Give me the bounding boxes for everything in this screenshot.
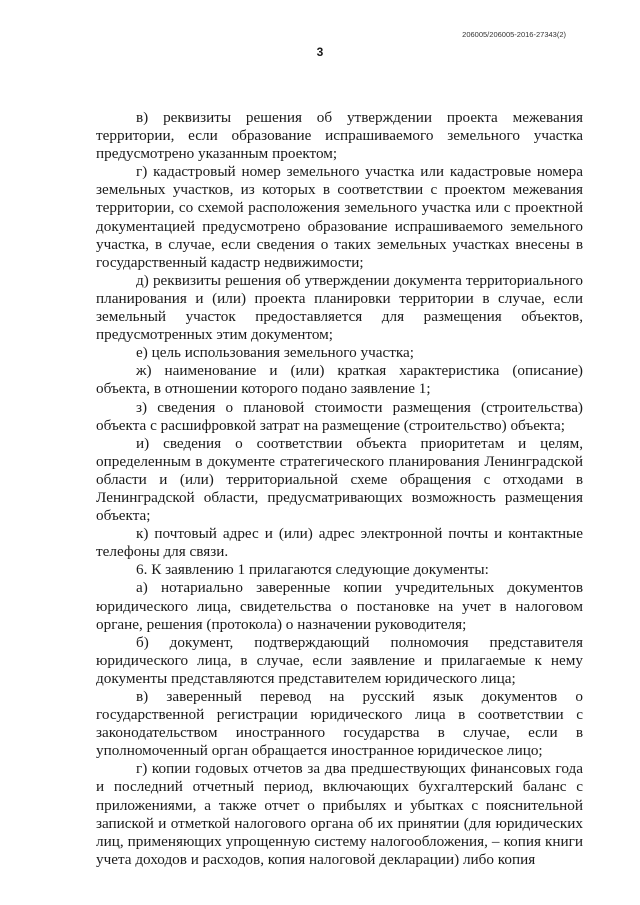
section-6-heading: 6. К заявлению 1 прилагаются следующие документы:	[136, 561, 489, 579]
attachment-item-a: а) нотариально заверенные копии учредительных документов юридического лица, свидетельства о постановке на учет в налоговом органе, решения (протокола) о назначении руководителя;	[96, 579, 583, 633]
attachment-item-b: б) документ, подтверждающий полномочия представителя юридического лица, в случае, если заявление и прилагаемые к нему документы представляются представителем юридического лица;	[96, 633, 583, 687]
attachment-item-g: г) копии годовых отчетов за два предшествующих финансовых года и последний отчетный период, включающих бухгалтерский баланс с приложениями, а также отчет о прибылях и убытках с пояснительной запиской и отметкой налогового органа об их принятии (для юридических лиц, применяющих упрощенную систему налогообложения, – копия книги учета доходов и расходов, копия налоговой декларации) либо копия	[96, 760, 583, 868]
document-id: 206005/206005-2016-27343(2)	[462, 30, 566, 39]
paragraph-item-zh: ж) наименование и (или) краткая характеристика (описание) объекта, в отношении которого подано заявление 1;	[96, 362, 583, 398]
document-body	[96, 109, 583, 869]
paragraph-item-e: е) цель использования земельного участка;	[136, 344, 414, 362]
paragraph-item-k: к) почтовый адрес и (или) адрес электронной почты и контактные телефоны для связи.	[96, 525, 583, 561]
paragraph-item-v: в) реквизиты решения об утверждении проекта межевания территории, если образование испрашиваемого земельного участка предусмотрено указанным проектом;	[96, 109, 583, 163]
paragraph-item-d: д) реквизиты решения об утверждении документа территориального планирования и (или) проекта планировки территории в случае, если земельный участок предоставляется для размещения объектов, предусмотренных этим документом;	[96, 271, 583, 344]
attachment-item-v: в) заверенный перевод на русский язык документов о государственной регистрации юридического лица в соответствии с законодательством иностранного государства в случае, если в уполномоченный орган обращается иностранное юридическое лицо;	[96, 688, 583, 760]
paragraph-item-z: з) сведения о плановой стоимости размещения (строительства) объекта с расшифровкой затрат на размещение (строительство) объекта;	[96, 398, 583, 434]
paragraph-item-i: и) сведения о соответствии объекта приоритетам и целям, определенным в документе стратегического планирования Ленинградской области и (или) территориальной схеме обращения с отходами в Ленинградской области, предусматривающих возможность размещения объекта;	[96, 434, 583, 525]
paragraph-item-g: г) кадастровый номер земельного участка или кадастровые номера земельных участков, из которых в соответствии с проектом межевания территории, со схемой расположения земельного участка или с проектной документацией предусмотрено образование испрашиваемого земельного участка, в случае, если сведения о таких земельных участках внесены в государственный кадастр недвижимости;	[96, 163, 583, 271]
page-number: 3	[316, 45, 324, 59]
